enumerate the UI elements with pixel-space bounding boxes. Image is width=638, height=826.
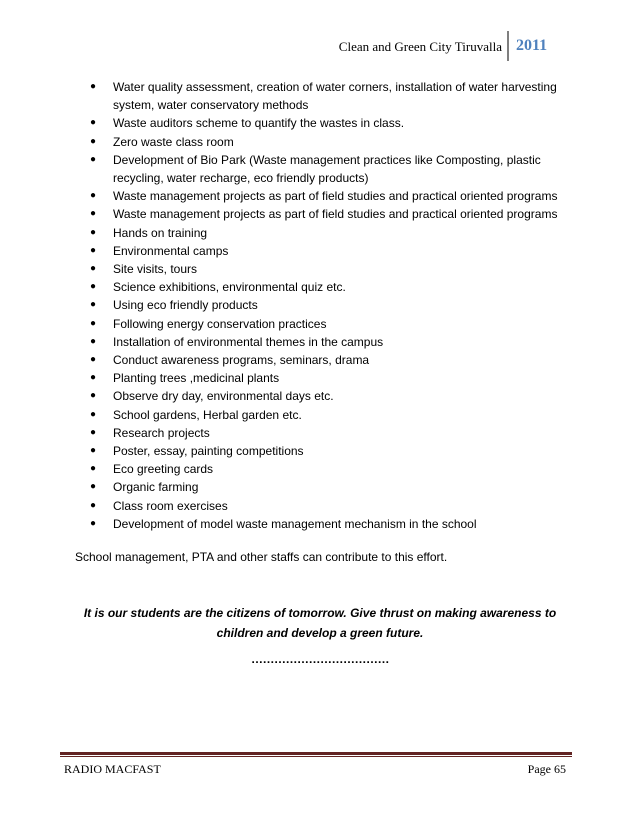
list-item-text: Planting trees ,medicinal plants (113, 371, 280, 386)
list-item (90, 151, 570, 187)
bullet-dot-icon: ● (90, 299, 97, 311)
bullet-dot-icon: ● (90, 354, 97, 366)
bullet-dot-icon: ● (90, 335, 97, 347)
list-item (90, 133, 570, 151)
list-item-text: School gardens, Herbal garden etc. (113, 407, 302, 422)
list-item (90, 242, 570, 260)
bullet-dot-icon: ● (90, 263, 97, 275)
list-item-text: Waste auditors scheme to quantify the wastes in class. (113, 116, 405, 131)
list-item-text: Organic farming (113, 480, 199, 495)
list-item (90, 260, 570, 278)
list-item-text: Class room exercises (113, 498, 228, 513)
list-item (90, 442, 570, 460)
bullet-dot-icon: ● (90, 517, 97, 529)
list-item (90, 278, 570, 296)
list-item-text: Poster, essay, painting competitions (113, 444, 304, 459)
list-item (90, 424, 570, 442)
list-item-text: Development of Bio Park (Waste management practices like Composting, plastic recycling, water recharge, eco friendly products) (113, 152, 541, 186)
page-number: Page 65 (527, 762, 566, 776)
bullet-dot-icon: ● (90, 317, 97, 329)
bullet-dot-icon: ● (90, 244, 97, 256)
header-title: Clean and Green City Tiruvalla (338, 39, 502, 54)
bullet-dot-icon: ● (90, 153, 97, 165)
list-item-text: Science exhibitions, environmental quiz etc. (113, 280, 346, 295)
dotted-separator: ……………………………… (251, 652, 389, 666)
list-item (90, 114, 570, 132)
list-item-text: Research projects (113, 425, 210, 440)
list-item (90, 78, 570, 114)
list-item (90, 460, 570, 478)
bullet-dot-icon: ● (90, 208, 97, 220)
list-item (90, 315, 570, 333)
bullet-dot-icon: ● (90, 117, 97, 129)
closing-statement: It is our students are the citizens of tomorrow. Give thrust on making awareness to children and develop a green future. (83, 606, 557, 640)
list-item (90, 351, 570, 369)
list-item (90, 497, 570, 515)
bullet-dot-icon: ● (90, 445, 97, 457)
list-item (90, 369, 570, 387)
list-item-text: Conduct awareness programs, seminars, drama (113, 353, 370, 368)
list-item-text: Using eco friendly products (113, 298, 258, 313)
bullet-dot-icon: ● (90, 481, 97, 493)
bullet-dot-icon: ● (90, 408, 97, 420)
list-item-text: Observe dry day, environmental days etc. (113, 389, 334, 404)
list-item (90, 478, 570, 496)
bullet-dot-icon: ● (90, 226, 97, 238)
list-item-text: Hands on training (113, 225, 208, 240)
list-item (90, 333, 570, 351)
list-item-text: Zero waste class room (113, 134, 234, 149)
list-item-text: Installation of environmental themes in the campus (113, 334, 384, 349)
page-header (340, 35, 558, 59)
list-item-text: Following energy conservation practices (113, 316, 327, 331)
list-item-text: Environmental camps (113, 243, 229, 258)
bullet-dot-icon: ● (90, 390, 97, 402)
bullet-dot-icon: ● (90, 135, 97, 147)
list-item-text: Waste management projects as part of field studies and practical oriented programs (113, 189, 558, 204)
bullet-list (90, 78, 570, 533)
list-item-text: Development of model waste management mechanism in the school (113, 516, 477, 531)
bullet-dot-icon: ● (90, 426, 97, 438)
footer-rule (60, 752, 572, 755)
list-item (90, 205, 570, 223)
bullet-dot-icon: ● (90, 190, 97, 202)
list-item (90, 187, 570, 205)
footer-publisher: RADIO MACFAST (64, 762, 161, 776)
list-item (90, 406, 570, 424)
bullet-dot-icon: ● (90, 463, 97, 475)
list-item-text: Eco greeting cards (113, 462, 214, 477)
bullet-dot-icon: ● (90, 281, 97, 293)
header-divider (507, 31, 509, 61)
header-year: 2011 (516, 37, 548, 54)
bullet-dot-icon: ● (90, 499, 97, 511)
list-item-text: Site visits, tours (113, 262, 198, 277)
list-item (90, 224, 570, 242)
footer-rule-thin (60, 756, 572, 757)
list-item (90, 296, 570, 314)
list-item-text: Water quality assessment, creation of water corners, installation of water harvesting system, water conservatory methods (113, 80, 557, 113)
summary-text: School management, PTA and other staffs can contribute to this effort. (75, 550, 448, 564)
bullet-dot-icon: ● (90, 372, 97, 384)
bullet-dot-icon: ● (90, 81, 97, 92)
list-item-text: Waste management projects as part of field studies and practical oriented programs (113, 207, 558, 222)
list-item (90, 387, 570, 405)
list-item (90, 515, 570, 533)
